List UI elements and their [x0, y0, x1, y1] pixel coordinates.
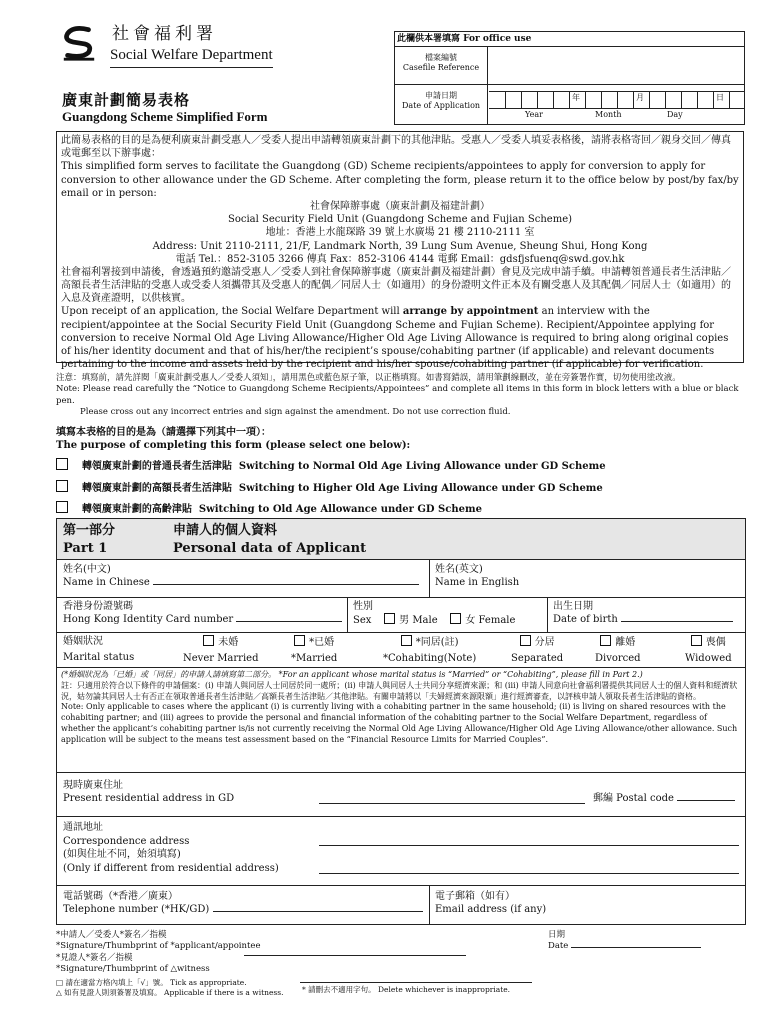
- correspondence-label-en: Correspondence address: [63, 835, 190, 847]
- sex-male-label: 男 Male: [399, 615, 438, 627]
- sex-female-label: 女 Female: [465, 615, 516, 627]
- marital-never-married[interactable]: [183, 635, 258, 665]
- checkbox-icon[interactable]: [520, 635, 531, 646]
- part1-title-en: Personal data of Applicant: [173, 540, 367, 556]
- office-use-box: [394, 31, 745, 125]
- intro-p2-en-c: an interview with the recipient/appointee at the Social Security Field Unit (Guangdong Scheme and Fujian Scheme). Recipient/Appointee applying for conversion to receive Normal Old Age Living Allowance/Higher Old Age Living Allowance is required to bring along original copies of his/her identity document and that of his/her/the recipient’s spouse/cohabiting partner (if applicable) and relevant documents pertaining to the income and assets held by the recipient and his/her spouse/cohabiting partner (if applicable) for verification.: [61, 306, 729, 371]
- marital-option-en: Separated: [511, 653, 564, 665]
- casefile-input[interactable]: [489, 47, 744, 84]
- date-label-cn: 日期: [548, 930, 566, 940]
- marital-note-en: Note: Only applicable to cases where the applicant (i) is currently living with a cohabiting partner in the same household; (ii) is living on shared resources with the cohabiting partner; and (iii) agrees to provide the personal and financial information of the cohabiting partner to the Social Welfare Department, regardless of whether the applicant’s cohabiting partner is/is not currently receiving the Normal Old Age Living Allowance/Higher Old Age Living Allowance/other allowance. Such application will be subject to the means test assessment based on the “Financial Resource Limits for Married Couples”.: [61, 702, 738, 744]
- purpose-option-cn: 轉領廣東計劃的普通長者生活津貼: [81, 461, 232, 473]
- telephone-label-en: Telephone number (*HK/GD): [63, 904, 210, 916]
- signature-witness-line[interactable]: [300, 982, 532, 983]
- residential-address-input[interactable]: [319, 803, 585, 804]
- dob-label-cn: 出生日期: [553, 601, 593, 612]
- checkbox-icon[interactable]: [56, 480, 68, 492]
- marital-option-en: *Cohabiting(Note): [383, 653, 477, 665]
- checkbox-icon[interactable]: [384, 613, 395, 624]
- sex-label-en: Sex: [353, 615, 372, 627]
- department-name-english: Social Welfare Department: [110, 46, 273, 68]
- signature-applicant-label-cn: *申請人／受委人*簽名／指模: [56, 930, 167, 940]
- marital-note-cn: 註：只適用於符合以下條件的申請個案：(i) 申請人與同居人士同居於同一處所；(ii) 申請人與同居人士共同分享經濟來源；和 (iii) 申請人同意向社會福利署提供其同居人士的個人資料和經濟狀況，姑勿論其同居人士有否正在領取普通長者生活津貼／高額長者生活津貼／其他津貼。有關申請將以「夫婦經濟來源限額」進行經濟審查，以評核申請人領取長者生活津貼的資格。: [61, 680, 738, 701]
- checkbox-icon[interactable]: [56, 458, 68, 470]
- part1-label-en: Part 1: [63, 540, 108, 556]
- witness-note: △ 如有見證人則須簽署及填寫。 Applicable if there is a witness.: [56, 988, 284, 997]
- part1-label-cn: 第一部分: [63, 523, 116, 538]
- date-label-en: Date: [548, 941, 569, 952]
- postal-code-field[interactable]: [593, 792, 735, 805]
- dob-label-en: Date of birth: [553, 614, 618, 626]
- purpose-option-3[interactable]: [56, 501, 746, 516]
- name-chinese-field[interactable]: [63, 576, 419, 589]
- checkbox-icon[interactable]: [294, 635, 305, 646]
- checkbox-icon[interactable]: [203, 635, 214, 646]
- telephone-field[interactable]: [63, 903, 423, 916]
- office-use-header: 此欄供本署填寫 For office use: [395, 32, 744, 47]
- marital-row: [57, 632, 745, 667]
- marital-option-cn: 未婚: [218, 637, 239, 648]
- office-contact: 電話 Tel.：852-3105 3266 傳真 Fax：852-3106 4144 電郵 Email：gdsfjsfuenq@swd.gov.hk: [175, 253, 625, 265]
- signature-witness-label-cn: *見證人*簽名／指模: [56, 952, 133, 963]
- purpose-option-cn: 轉領廣東計劃的高齡津貼: [81, 503, 192, 515]
- sex-female-option[interactable]: [450, 615, 515, 626]
- checkbox-icon[interactable]: [401, 635, 412, 646]
- office-address-cn: 地址：香港上水龍琛路 39 號上水廣場 21 樓 2110-2111 室: [265, 227, 535, 239]
- date-of-application-label: [395, 85, 488, 124]
- date-of-application-label-en: Date of Application: [401, 101, 481, 110]
- purpose-option-en: Switching to Higher Old Age Living Allowance under GD Scheme: [238, 482, 603, 494]
- intro-p2-en-a: Upon receipt of an application, the Social Welfare Department will: [61, 306, 403, 318]
- residential-address-label-cn: 現時廣東住址: [63, 780, 123, 791]
- marital-option-cn: *已婚: [309, 637, 335, 648]
- date-field: [548, 930, 701, 953]
- intro-box: [56, 131, 744, 371]
- delete-note: * 請刪去不適用字句。 Delete whichever is inappropriate.: [302, 985, 511, 994]
- marital-note-1: (*婚姻狀況為「已婚」或「同居」的申請人請填寫第二部分。 *For an applicant whose marital status is “Married” or “Cohabiting”, please fill in Part 2.): [61, 670, 643, 679]
- marital-option-cn: 喪偶: [705, 637, 726, 648]
- year-en: Year: [525, 110, 543, 119]
- checkbox-icon[interactable]: [600, 635, 611, 646]
- residential-address-label-en: Present residential address in GD: [63, 793, 235, 805]
- month-en: Month: [595, 110, 622, 119]
- signature-applicant-label-en: *Signature/Thumbprint of *applicant/appointee: [56, 941, 261, 952]
- marital-note-row: [57, 667, 745, 772]
- purpose-option-cn: 轉領廣東計劃的高額長者生活津貼: [81, 482, 232, 494]
- marital-label-cn: 婚姻狀況: [63, 636, 103, 647]
- purpose-title-en: The purpose of completing this form (please select one below):: [56, 440, 411, 452]
- year-cn: 年: [572, 93, 580, 102]
- intro-p1-en: This simplified form serves to facilitate the Guangdong (GD) Scheme recipients/appointees to apply for conversion to apply for conversion to other allowance under the GD Scheme. After completing the form, please return it to the office below by post/by fax/by email or in person:: [61, 161, 739, 199]
- date-of-application-cells[interactable]: [489, 91, 744, 109]
- dob-field[interactable]: [553, 613, 733, 626]
- checkbox-icon[interactable]: [691, 635, 702, 646]
- purpose-option-en: Switching to Old Age Allowance under GD Scheme: [198, 503, 482, 515]
- correspondence-address-input[interactable]: [319, 845, 739, 846]
- marital-married[interactable]: [291, 635, 337, 665]
- form-title-chinese: 廣東計劃簡易表格: [62, 91, 191, 109]
- marital-separated[interactable]: [511, 635, 563, 665]
- correspondence-address-row: [57, 816, 745, 885]
- swd-logo-icon: [60, 24, 98, 62]
- name-chinese-label-en: Name in Chinese: [63, 577, 150, 589]
- office-name-en: Social Security Field Unit (Guangdong Scheme and Fujian Scheme): [227, 214, 573, 226]
- marital-option-en: Divorced: [595, 653, 641, 665]
- checkbox-icon[interactable]: [56, 501, 68, 513]
- marital-option-en: *Married: [291, 653, 338, 665]
- marital-divorced[interactable]: [595, 635, 641, 665]
- email-label-en: Email address (if any): [435, 904, 547, 916]
- marital-cohabiting[interactable]: [383, 635, 476, 665]
- names-row: [57, 559, 745, 597]
- purpose-option-1[interactable]: [56, 458, 746, 473]
- casefile-label-en: Casefile Reference: [402, 63, 480, 72]
- correspondence-address-input-2[interactable]: [319, 873, 739, 874]
- telephone-label-cn: 電話號碼（*香港／廣東）: [63, 891, 178, 902]
- part1-header: [57, 519, 745, 559]
- tick-note: □ 請在適當方格內填上「√」號。 Tick as appropriate.: [56, 977, 247, 987]
- note-en-2: Please cross out any incorrect entries and sign against the amendment. Do not use correction fluid.: [80, 407, 511, 418]
- correspondence-sub-en: (Only if different from residential address): [63, 862, 279, 874]
- correspondence-label-cn: 通訊地址: [63, 822, 103, 833]
- intro-p2-cn: 社會福利署接到申請後，會透過預約邀請受惠人／受委人到社會保障辦事處（廣東計劃及福建計劃）會見及完成申請手續。申請轉領普通長者生活津貼／高額長者生活津貼的受惠人或受委人須攜帶其及受惠人的配偶／同居人士（如適用）的身份證明文件正本及有關受惠人及其配偶／同居人士（如適用）的入息及資產證明，以供核實。: [61, 266, 731, 305]
- hkid-field[interactable]: [63, 613, 342, 626]
- name-english-label-cn: 姓名(英文): [435, 564, 483, 575]
- email-field[interactable]: [435, 903, 745, 929]
- marital-widowed[interactable]: [685, 635, 732, 665]
- phone-email-row: [57, 885, 745, 924]
- sex-label-cn: 性別: [353, 601, 373, 612]
- marital-option-cn: *同居(註): [415, 637, 459, 648]
- marital-option-en: Never Married: [183, 653, 259, 665]
- notes: [56, 373, 746, 419]
- date-of-application-label-cn: 申請日期: [425, 91, 457, 100]
- intro-p2-en: [61, 305, 739, 371]
- month-cn: 月: [636, 93, 644, 102]
- checkbox-icon[interactable]: [450, 613, 461, 624]
- casefile-label-cn: 檔案編號: [425, 53, 457, 62]
- office-address-en: Address: Unit 2110-2111, 21/F, Landmark North, 39 Lung Sum Avenue, Sheung Shui, Hong Kong: [152, 240, 648, 252]
- purpose-option-2[interactable]: [56, 480, 746, 495]
- intro-p1-cn: 此簡易表格的目的是為便利廣東計劃受惠人／受委人提出申請轉領廣東計劃下的其他津貼。受惠人／受委人填妥表格後，請將表格寄回／親身交回／傳真或電郵至以下辦事處：: [61, 135, 731, 160]
- note-cn: 注意：填寫前，請先詳閱「廣東計劃受惠人／受委人須知」，請用黑色或藍色原子筆，以正楷填寫。如書寫錯誤，請用筆劃線刪改，並在旁簽署作實，切勿使用塗改液。: [56, 373, 681, 383]
- office-name-cn: 社會保障辦事處（廣東計劃及福建計劃）: [310, 200, 490, 212]
- marital-option-en: Widowed: [685, 653, 732, 665]
- email-label-cn: 電子郵箱（如有）: [435, 891, 515, 902]
- purpose-title-cn: 填寫本表格的目的是為（請選擇下列其中一項）：: [56, 427, 271, 438]
- sex-male-option[interactable]: [384, 615, 438, 626]
- date-input[interactable]: [548, 941, 701, 952]
- day-en: Day: [667, 110, 683, 119]
- part1-title-cn: 申請人的個人資料: [173, 523, 278, 538]
- department-name-chinese: 社會福利署: [112, 24, 217, 44]
- purpose-section: [56, 426, 746, 516]
- name-english-label-en: Name in English: [435, 577, 520, 589]
- note-en-1: Note: Please read carefully the “Notice to Guangdong Scheme Recipients/Appointees” and complete all items in this form in block letters with a blue or black pen.: [56, 384, 739, 406]
- purpose-option-en: Switching to Normal Old Age Living Allowance under GD Scheme: [238, 461, 606, 473]
- hkid-label-en: Hong Kong Identity Card number: [63, 614, 234, 626]
- id-sex-dob-row: [57, 597, 745, 632]
- signature-applicant-line[interactable]: [244, 955, 466, 956]
- postal-code-label: 郵編 Postal code: [593, 793, 674, 804]
- day-cn: 日: [716, 93, 724, 102]
- name-chinese-label-cn: 姓名(中文): [63, 564, 111, 575]
- marital-label-en: Marital status: [63, 652, 135, 664]
- intro-p2-en-bold: arrange by appointment: [402, 306, 539, 318]
- marital-option-cn: 分居: [534, 637, 555, 648]
- hkid-label-cn: 香港身份證號碼: [63, 601, 133, 612]
- residential-address-row: [57, 772, 745, 816]
- correspondence-sub-cn: (如與住址不同，始須填寫): [63, 849, 181, 860]
- signature-witness-label-en: *Signature/Thumbprint of △witness: [56, 964, 210, 975]
- part1-table: [56, 518, 746, 925]
- marital-option-cn: 離婚: [615, 637, 636, 648]
- form-title-english: Guangdong Scheme Simplified Form: [62, 109, 268, 124]
- casefile-label: [395, 47, 488, 84]
